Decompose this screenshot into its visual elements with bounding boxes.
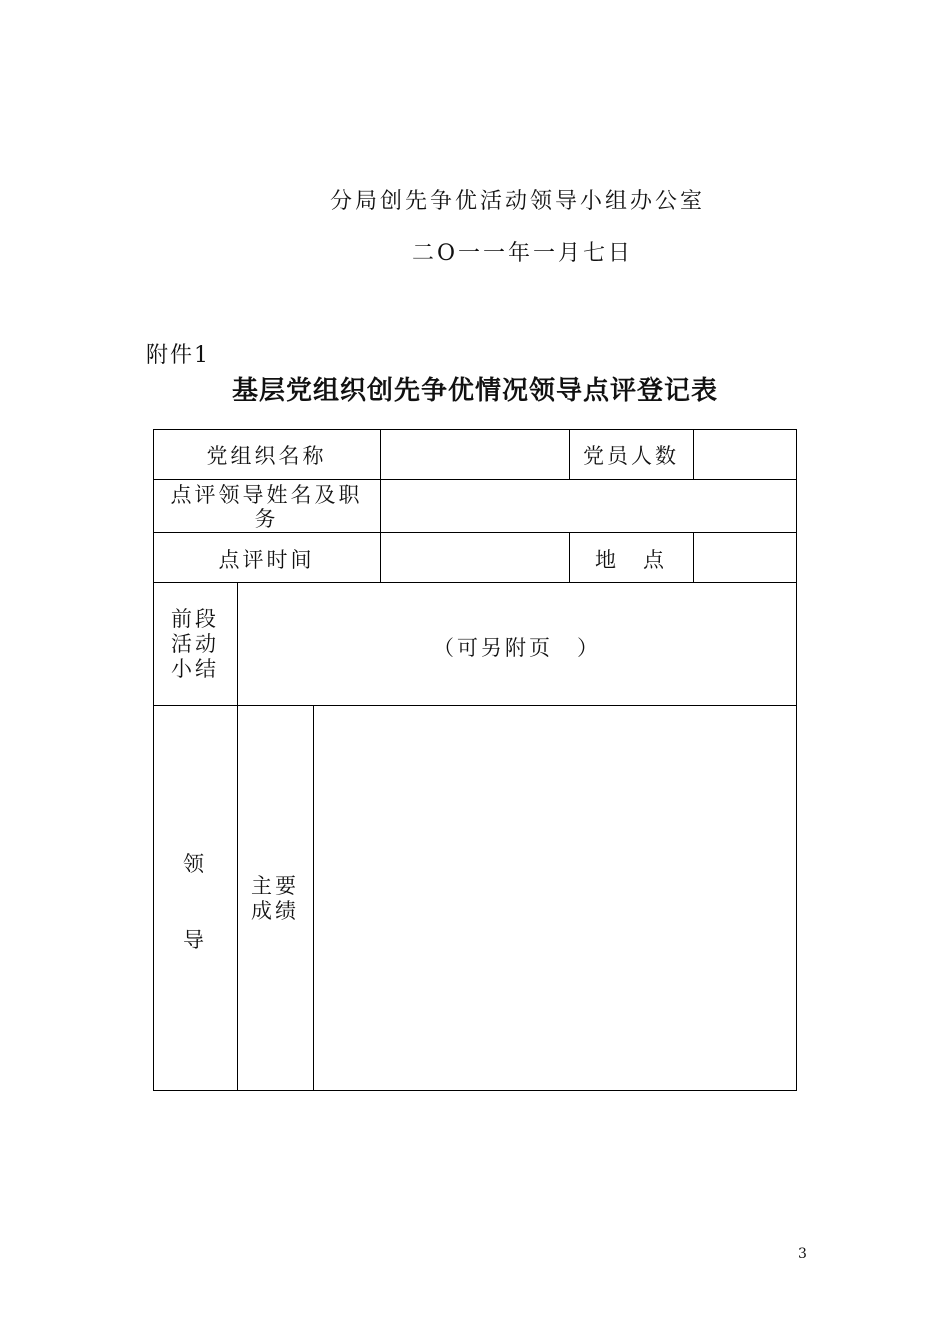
leader-name-field[interactable]: [380, 479, 797, 532]
summary-hint[interactable]: （可另附页 ）: [433, 636, 601, 660]
leader-name-label-line1: 点评领导姓名及职: [170, 483, 363, 507]
page-number: 3: [798, 1246, 807, 1262]
leader-label-char2: 导: [183, 928, 207, 952]
location-field[interactable]: [693, 532, 797, 582]
row-divider: [153, 582, 797, 583]
review-time-field[interactable]: [380, 532, 569, 582]
achievements-label: [237, 874, 313, 924]
summary-label: [153, 607, 237, 682]
leader-name-label-line2: 务: [254, 507, 279, 531]
achievements-label-line2: 成绩: [251, 899, 299, 923]
org-name-field[interactable]: [380, 429, 569, 479]
signature-organization: 分局创先争优活动领导小组办公室: [330, 189, 706, 214]
org-name-label: 党组织名称: [206, 444, 327, 468]
location-label: 地 点: [595, 548, 667, 572]
summary-label-line2: 活动: [171, 632, 219, 656]
leader-label-char1: 领: [183, 852, 207, 876]
review-time-label: 点评时间: [218, 548, 315, 572]
form-title: 基层党组织创先争优情况领导点评登记表: [231, 376, 718, 406]
leader-name-label: [153, 483, 380, 531]
signature-date: 二О一一年一月七日: [412, 241, 634, 266]
member-count-label: 党员人数: [583, 444, 679, 468]
member-count-field[interactable]: [693, 429, 797, 479]
attachment-label: 附件1: [146, 343, 210, 368]
summary-label-line1: 前段: [171, 607, 219, 631]
achievements-label-line1: 主要: [251, 874, 299, 898]
achievements-field[interactable]: [313, 705, 797, 1091]
summary-label-line3: 小结: [171, 657, 219, 681]
